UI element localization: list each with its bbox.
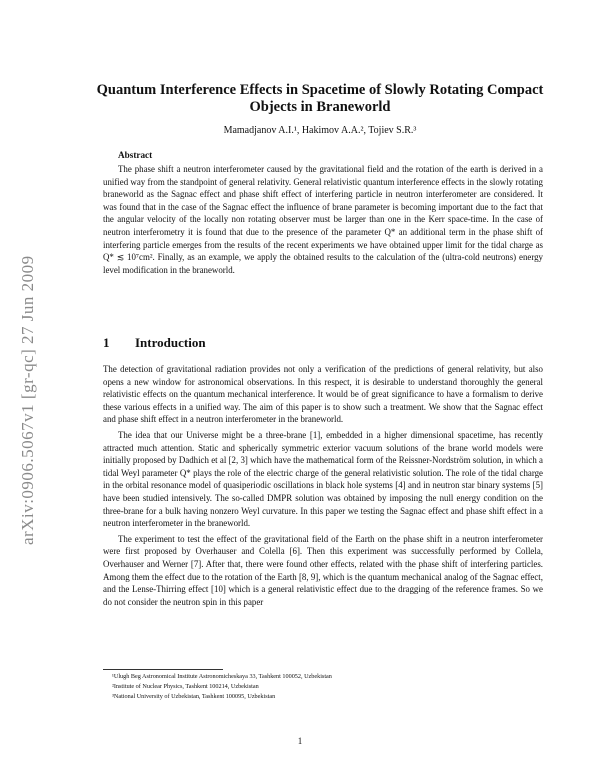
footnote-divider <box>103 669 223 670</box>
abstract-heading: Abstract <box>118 150 153 160</box>
introduction-body <box>103 363 543 611</box>
footnote: ²Institute of Nuclear Physics, Tashkent 100214, Uzbekistan <box>112 683 259 690</box>
section-number: 1 <box>103 335 110 350</box>
page-number: 1 <box>297 736 303 746</box>
paper-title: Quantum Interference Effects in Spacetime of Slowly Rotating Compact Objects in Braneworld <box>96 82 544 115</box>
section-title: Introduction <box>135 335 206 350</box>
arxiv-identifier-stamp: arXiv:0906.5067v1 [gr-qc] 27 Jun 2009 <box>18 255 37 545</box>
abstract-text: The phase shift a neutron interferometer caused by the gravitational field and the rotation of the earth is derived in a unified way from the standpoint of general relativity. General relativistic quantum interference effects in the slowly rotating braneworld as the Sagnac effect and phase shift effect of interfering particle in neutron interferometer are considered. It was found that in the case of the Sagnac effect the influence of brane parameter is becoming important due to the fact that the angular velocity of the locally non rotating observer must be larger than one in the Kerr space-time. In the case of neutron interferometry it is found that due to the presence of the parameter Q* an additional term in the phase shift of interfering particle emerges from the results of the recent experiments we have obtained upper limit for the tidal charge as Q* ≲ 10⁷cm². Finally, as an example, we apply the obtained results to the calculation of the (ultra-cold neutrons) energy level modification in the braneworld. <box>103 164 543 275</box>
paragraph: The idea that our Universe might be a three-brane [1], embedded in a higher dimensional spacetime, has recently attracted much attention. Static and spherically symmetric exterior vacuum solutions of the brane world models were initially proposed by Dadhich et al [2, 3] which have the mathematical form of the Reissner-Nordström solution, in which a tidal Weyl parameter Q* plays the role of the electric charge of the general relativistic solution. The role of the tidal charge in the orbital resonance model of quasiperiodic oscillations in black hole systems [4] and in neutron star binary systems [5] have been studied intensively. The so-called DMPR solution was obtained by imposing the null energy condition on the three-brane for a bulk having nonzero Weyl curvature. In this paper we testing the Sagnac effect and phase shift effect in a neutron interferometer in the braneworld. <box>103 429 543 529</box>
paragraph: The experiment to test the effect of the gravitational field of the Earth on the phase shift in a neutron interferometer were first proposed by Overhauser and Colella [6]. Then this experiment was successfully performed by Collela, Overhauser and Werner [7]. After that, there were found other effects, related with the phase shift of interfering particles. Among them the effect due to the rotation of the Earth [8, 9], which is the quantum mechanical analog of the Sagnac effect, and the Lense-Thirring effect [10] which is a general relativistic effect due to the dragging of the reference frames. So we do not consider the neutron spin in this paper <box>103 533 543 607</box>
footnote: ¹Ulugh Beg Astronomical Institute Astronomicheskaya 33, Tashkent 100052, Uzbekistan <box>112 673 332 680</box>
section-heading <box>103 335 206 351</box>
author-list: Mamadjanov A.I.¹, Hakimov A.A.², Tojiev S.R.³ <box>223 125 417 136</box>
footnotes <box>112 672 532 702</box>
paragraph: The detection of gravitational radiation provides not only a verification of the predictions of general relativity, but also opens a new window for astronomical observations. In this respect, it is desirable to understand thoroughly the general relativistic effects on the quantum mechanical interference. It would be of great significance to have a formalism to derive these various effects in a unified way. The aim of this paper is to show such a treatment. We show that the Sagnac effect and phase shift effect in a neutron interferometer in the braneworld. <box>103 364 543 425</box>
footnote: ³National University of Uzbekistan, Tashkent 100095, Uzbekistan <box>112 693 276 700</box>
